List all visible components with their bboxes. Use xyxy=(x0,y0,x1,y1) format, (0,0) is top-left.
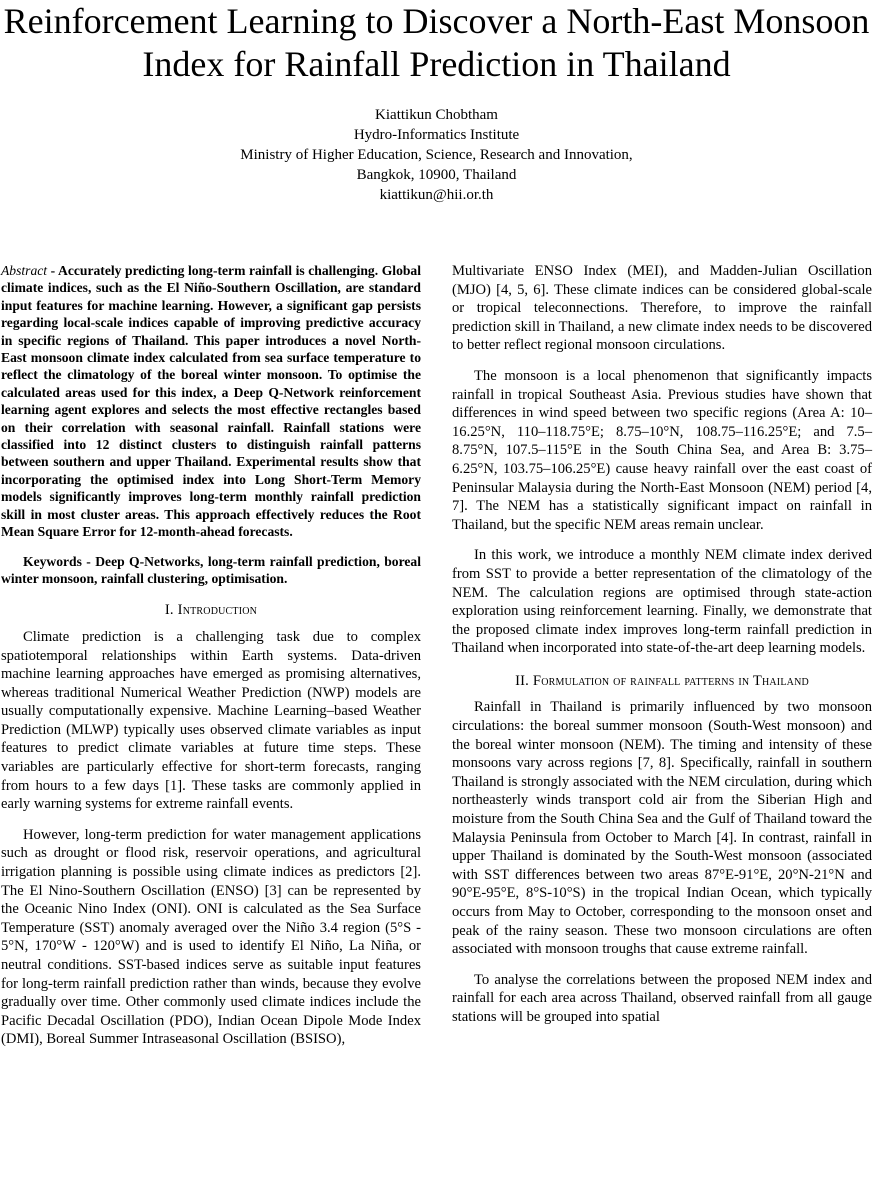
intro-paragraph-3: Multivariate ENSO Index (MEI), and Madden-Julian Oscillation (MJO) [4, 5, 6]. These climate indices can be considered global-scale or tropical teleconnections. Therefore, to improve the rainfall prediction skill in Thailand, a new climate index needs to be discovered to better reflect regional monsoon circulations. xyxy=(452,263,872,354)
abstract-text: - Accurately predicting long-term rainfall is challenging. Global climate indices, such as the El Niño-Southern Oscillation, are standard input features for machine learning. However, a significant gap persists regarding local-scale indices capable of improving predictive accuracy in specific regions of Thailand. This paper introduces a novel North-East monsoon climate index calculated from sea surface temperature to reflect the climatology of the boreal winter monsoon. To optimise the calculated areas used for this index, a Deep Q-Network reinforcement learning agent explores and selects the most effective rectangles based on their correlation with seasonal rainfall. Rainfall stations were classified into 12 distinct clusters to distinguish rainfall patterns between southern and upper Thailand. Experimental results show that incorporating the optimised index into Long Short-Term Memory models significantly improves long-term monthly rainfall prediction skill in most cluster areas. This approach effectively reduces the Root Mean Square Error for 12-month-ahead forecasts. xyxy=(1,263,421,540)
intro-paragraph-4: The monsoon is a local phenomenon that significantly impacts rainfall in tropical Southeast Asia. Previous studies have shown that differences in wind speed between two specific regions (Area A: 10–16.25°N, 110–118.75°E; 8.75–10°N, 108.75–116.25°E; and 7.5–8.75°N, 107.5–115°E in the South China Sea, and Area B: 3.75–6.25°N, 103.75–106.25°E) cause heavy rainfall over the east coast of Peninsular Malaysia during the North-East Monsoon (NEM) period [4, 7]. The NEM has a statistically significant impact on rainfall in Thailand, but the specific NEM areas remain unclear. xyxy=(452,367,872,533)
left-column xyxy=(1,262,421,1061)
intro-paragraph-5: In this work, we introduce a monthly NEM climate index derived from SST to provide a better representation of the climatology of the NEM. The calculation regions are optimised through state-action exploration using reinforcement learning. Finally, we demonstrate that the proposed climate index improves long-term rainfall prediction in Thailand when incorporated into state-of-the-art deep learning models. xyxy=(452,547,872,657)
author-email: kiattikun@hii.or.th xyxy=(379,187,494,203)
author-affiliation: Hydro-Informatics Institute xyxy=(353,127,520,143)
abstract-label: Abstract xyxy=(1,263,48,278)
section-heading-rainfall-patterns: II. Formulation of rainfall patterns in Thailand xyxy=(515,672,809,689)
paper-title: Reinforcement Learning to Discover a North-East Monsoon Index for Rainfall Prediction in Thailand xyxy=(3,1,870,84)
author-address: Bangkok, 10900, Thailand xyxy=(356,167,517,183)
abstract xyxy=(1,262,421,541)
sec2-paragraph-1: Rainfall in Thailand is primarily influenced by two monsoon circulations: the boreal summer monsoon (South-West monsoon) and the boreal winter monsoon (NEM). The timing and intensity of these monsoons vary across regions [7, 8]. Specifically, rainfall in southern Thailand is strongly associated with the NEM circulation, during which northeasterly winds transport cold air from the Siberian High and moisture from the South China Sea and the Gulf of Thailand toward the Malaysia Peninsula from October to March [4]. In contrast, rainfall in upper Thailand is dominated by the South-West monsoon (associated with SST differences between two areas 87°E-91°E, 20°N-21°N and 90°E-95°E, 8°S-10°S) in the tropical Indian Ocean, which typically occurs from May to October, corresponding to the monsoon onset and peak of the rainy season. These two monsoon circulations are often associated with monsoon troughs that cause extreme rainfall. xyxy=(452,699,872,958)
author-ministry: Ministry of Higher Education, Science, Research and Innovation, xyxy=(240,147,633,163)
section-heading-introduction: I. Introduction xyxy=(164,602,258,619)
keywords: Keywords - Deep Q-Networks, long-term rainfall prediction, boreal winter monsoon, rainfall clustering, optimisation. xyxy=(1,553,421,586)
intro-paragraph-1: Climate prediction is a challenging task due to complex spatiotemporal relationships within Earth systems. Data-driven machine learning approaches have emerged as promising alternatives, whereas traditional Numerical Weather Prediction (NWP) models are usually computationally expensive. Machine Learning–based Weather Prediction (MLWP) typically uses observed climate variables as input features to predict climate variables at future time steps. These variables are particularly effective for short-term forecasts, ranging from hours to a few days [1]. These tasks are commonly applied in early warning systems for extreme rainfall events. xyxy=(1,628,421,813)
sec2-paragraph-2: To analyse the correlations between the proposed NEM index and rainfall for each area across Thailand, observed rainfall from all gauge stations will be grouped into spatial xyxy=(452,971,872,1025)
author-block xyxy=(0,105,873,205)
right-column xyxy=(452,262,872,1039)
author-name: Kiattikun Chobtham xyxy=(375,107,498,123)
intro-paragraph-2: However, long-term prediction for water management applications such as drought or flood risk, reservoir operations, and agricultural irrigation planning is possible using climate indices as predictors [2]. The El Nino-Southern Oscillation (ENSO) [3] can be represented by the Oceanic Nino Index (ONI). ONI is calculated as the Sea Surface Temperature (SST) anomaly averaged over the Niño 3.4 region (5°S - 5°N, 170°W - 120°W) and is used to identify El Niño, La Niña, or neutral conditions. SST-based indices serve as suitable input features for long-term rainfall prediction rather than winds, because they evolve gradually over time. Other commonly used climate indices include the Pacific Decadal Oscillation (PDO), Indian Ocean Dipole Mode Index (DMI), Boreal Summer Intraseasonal Oscillation (BSISO), xyxy=(1,826,421,1048)
